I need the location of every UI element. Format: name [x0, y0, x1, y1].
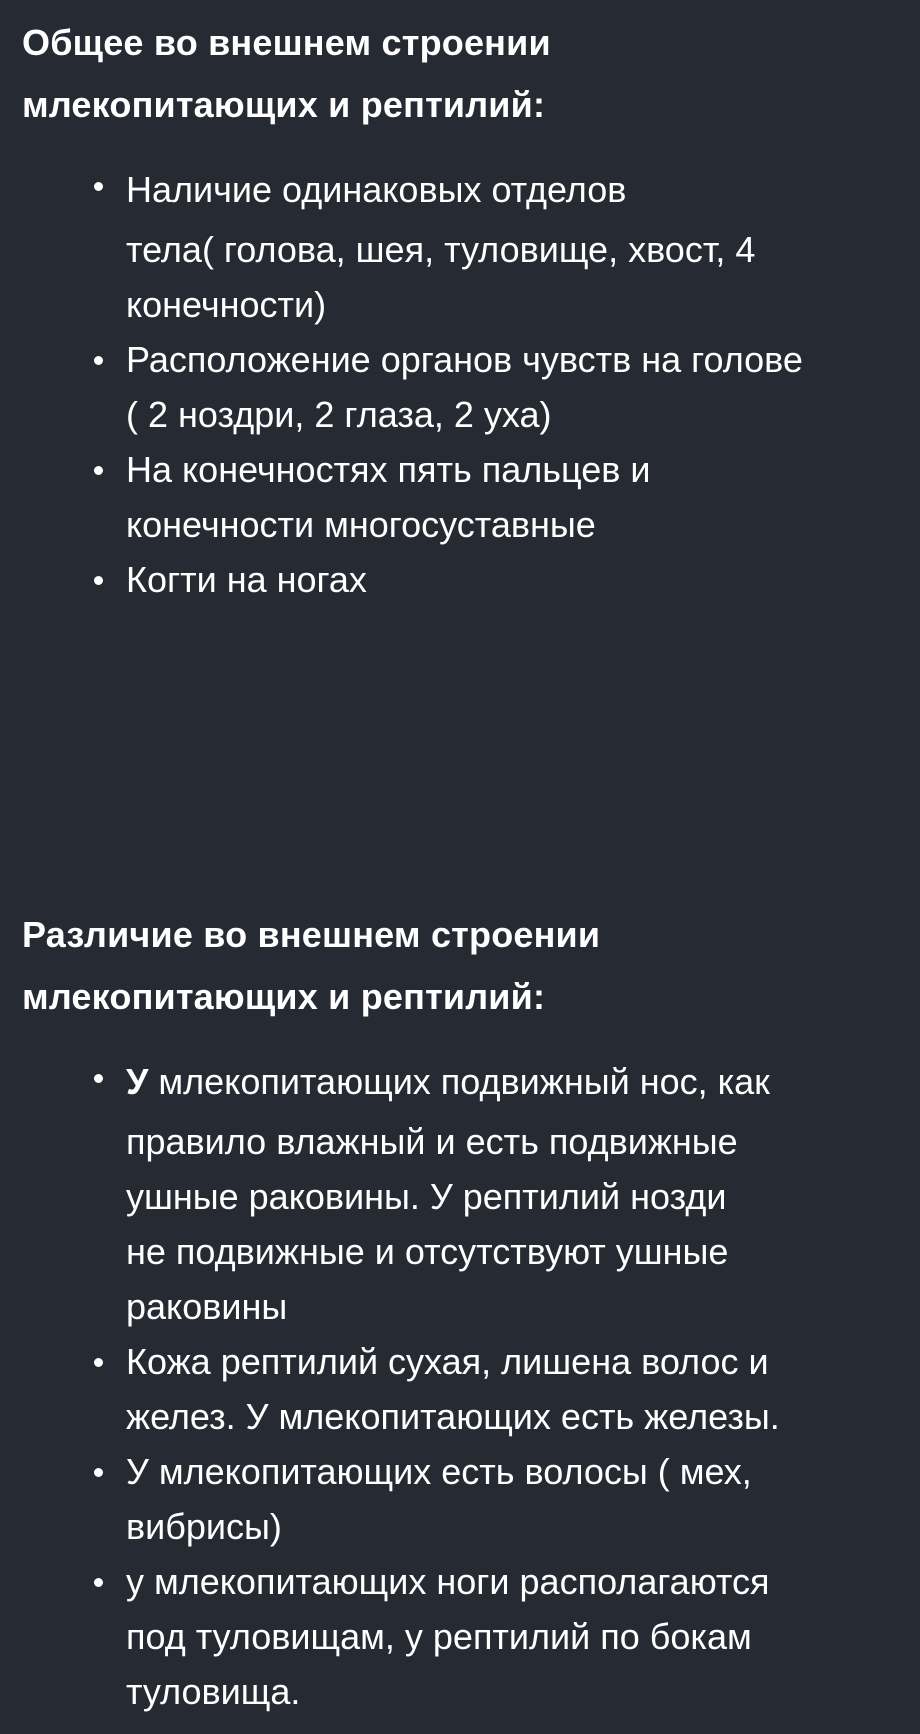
list-item: [22, 442, 910, 552]
differences-section: [22, 904, 910, 1719]
item-line: У млекопитающих есть волосы ( мех,: [126, 1451, 752, 1492]
heading-line: млекопитающих и рептилий:: [22, 84, 546, 125]
item-line: конечности): [126, 284, 327, 325]
common-features-list: [22, 158, 910, 607]
list-item: [22, 1444, 910, 1554]
item-line: ушные раковины. У рептилий нозди: [126, 1176, 727, 1217]
item-line-rest: млекопитающих подвижный нос, как: [148, 1061, 770, 1102]
common-features-section: [22, 12, 910, 607]
item-line: Кожа рептилий сухая, лишена волос и: [126, 1341, 769, 1382]
item-line: конечности многосуставные: [126, 504, 596, 545]
item-line: раковины: [126, 1286, 288, 1327]
item-line: не подвижные и отсутствуют ушные: [126, 1231, 729, 1272]
item-line: Наличие одинаковых отделов: [126, 169, 627, 210]
list-item: [22, 1554, 910, 1719]
item-line: На конечностях пять пальцев и: [126, 449, 651, 490]
item-line: желез. У млекопитающих есть железы.: [126, 1396, 780, 1437]
list-item: [22, 1050, 910, 1334]
list-item: [22, 552, 910, 607]
item-line: ( 2 ноздри, 2 глаза, 2 уха): [126, 394, 552, 435]
item-line: под туловищам, у рептилий по бокам: [126, 1616, 752, 1657]
heading-line: Общее во внешнем строении: [22, 22, 551, 63]
heading-line: Различие во внешнем строении: [22, 914, 601, 955]
item-line: Расположение органов чувств на голове: [126, 339, 803, 380]
item-line: [126, 1050, 910, 1114]
differences-heading: [22, 904, 910, 1028]
common-features-heading: [22, 12, 910, 136]
list-item: [22, 158, 910, 332]
item-line: правило влажный и есть подвижные: [126, 1121, 738, 1162]
item-line: вибрисы): [126, 1506, 282, 1547]
heading-line: млекопитающих и рептилий:: [22, 976, 546, 1017]
bold-prefix: У: [126, 1061, 149, 1102]
list-item: [22, 332, 910, 442]
item-line: у млекопитающих ноги располагаются: [126, 1561, 770, 1602]
list-item: [22, 1334, 910, 1444]
differences-list: [22, 1050, 910, 1719]
item-line: туловища.: [126, 1671, 301, 1712]
item-line: тела( голова, шея, туловище, хвост, 4: [126, 229, 756, 270]
item-line: Когти на ногах: [126, 559, 367, 600]
